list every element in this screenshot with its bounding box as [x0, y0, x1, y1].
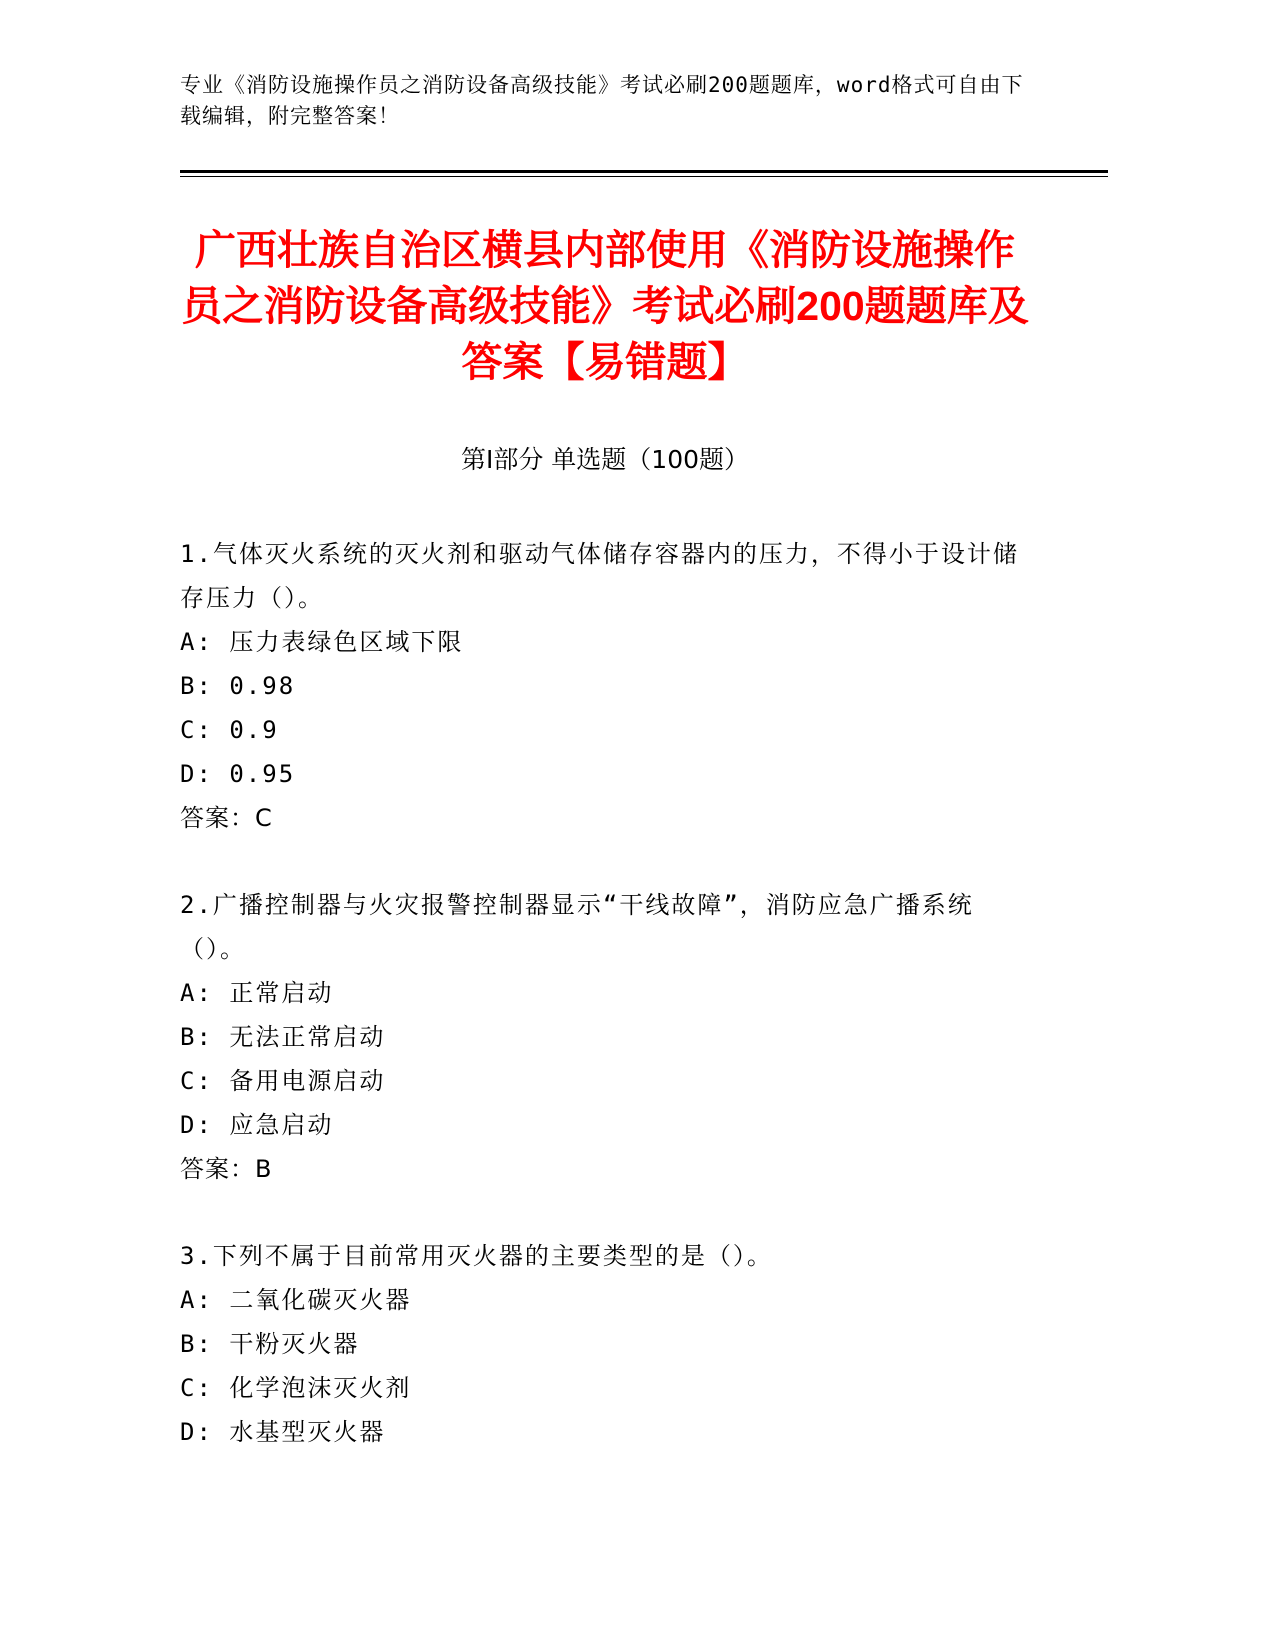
question-stem: 2.广播控制器与火灾报警控制器显示“干线故障”，消防应急广播系统（）。: [180, 891, 974, 963]
option-c: C: 化学泡沫灭火剂: [180, 1374, 412, 1402]
option-d: D: 0.95: [180, 760, 296, 788]
question-list: [180, 532, 1105, 1454]
option-b: B: 0.98: [180, 672, 296, 700]
option-b: B: 干粉灭火器: [180, 1330, 360, 1358]
divider-thin-line: [180, 176, 1108, 177]
option-c: C: 0.9: [180, 716, 279, 744]
option-d: D: 水基型灭火器: [180, 1418, 386, 1446]
option-a: A: 正常启动: [180, 979, 334, 1007]
option-b: B: 无法正常启动: [180, 1023, 386, 1051]
question-1: [180, 532, 1105, 840]
question-stem: 3.下列不属于目前常用灭火器的主要类型的是（）。: [180, 1242, 773, 1270]
question-stem: 1.气体灭火系统的灭火剂和驱动气体储存容器内的压力，不得小于设计储存压力（）。: [180, 540, 1019, 612]
document-title: 广西壮族自治区横县内部使用《消防设施操作员之消防设备高级技能》考试必刷200题题库及答案【易错题】: [181, 227, 1029, 385]
option-c: C: 备用电源启动: [180, 1067, 386, 1095]
answer-line: 答案：B: [180, 1155, 273, 1183]
option-a: A: 压力表绿色区域下限: [180, 628, 464, 656]
answer-line: 答案：C: [180, 804, 273, 832]
option-a: A: 二氧化碳灭火器: [180, 1286, 412, 1314]
divider-thick-line: [180, 170, 1108, 173]
question-2: [180, 883, 1105, 1191]
question-3: [180, 1234, 1105, 1454]
intro-text: 专业《消防设施操作员之消防设备高级技能》考试必刷200题题库，word格式可自由下载编辑，附完整答案！: [180, 73, 1024, 128]
option-d: D: 应急启动: [180, 1111, 334, 1139]
section-heading: 第Ⅰ部分 单选题（100题）: [460, 445, 750, 474]
header-divider: [180, 170, 1108, 177]
